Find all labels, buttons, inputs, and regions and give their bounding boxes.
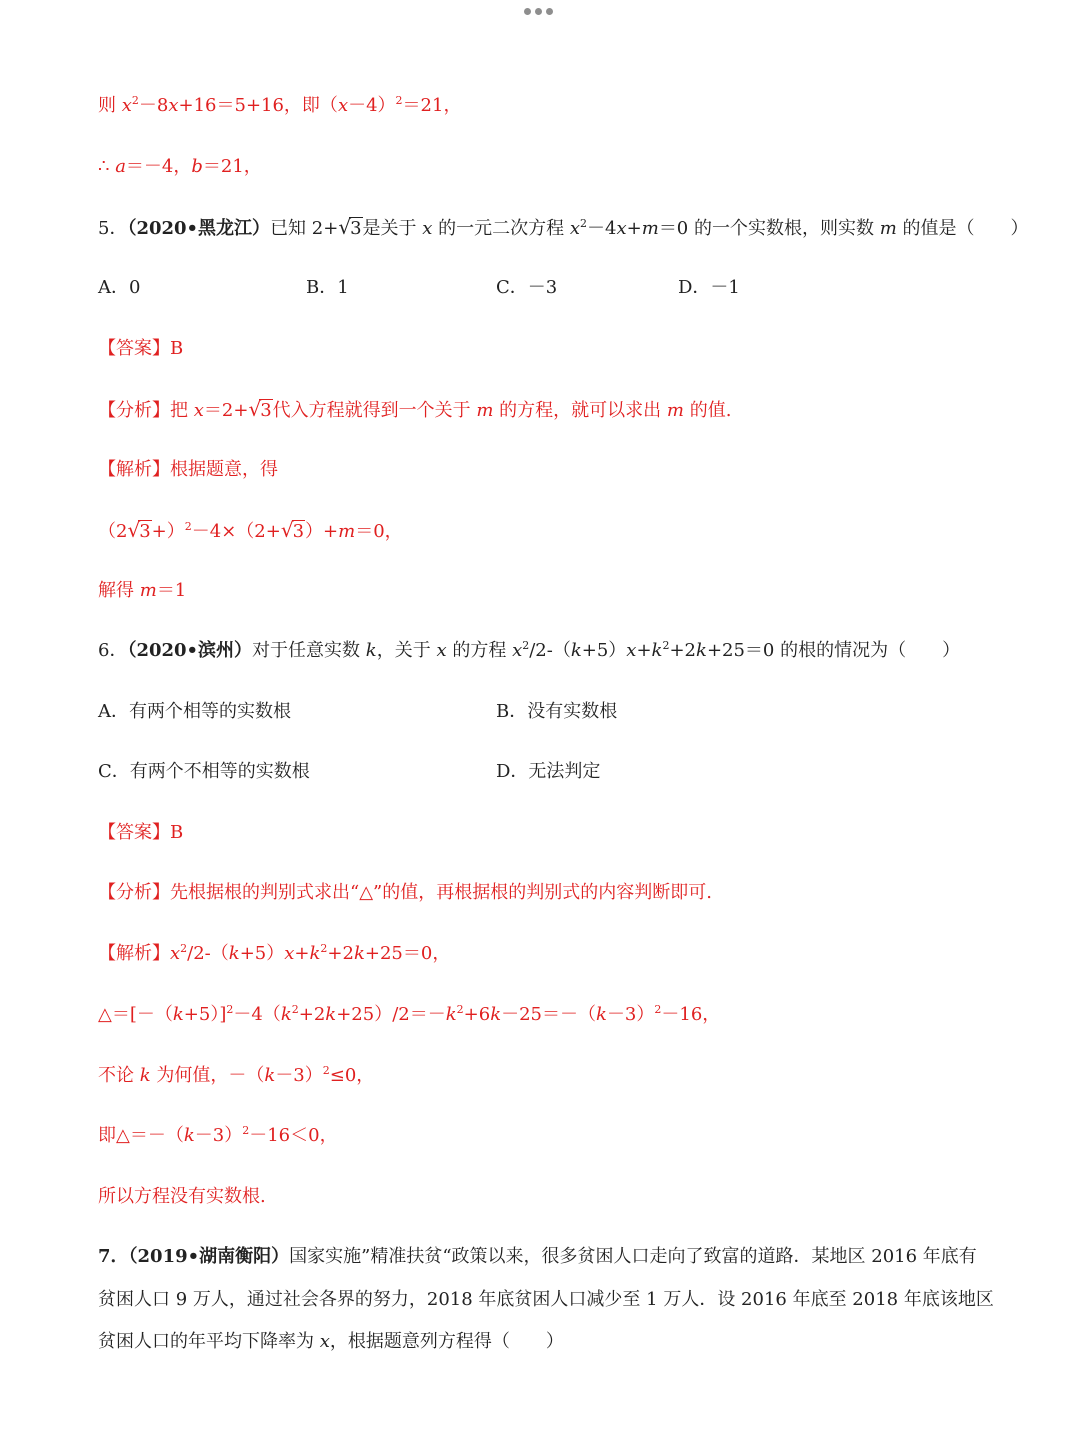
question-5-stem: 5．（2020•黑龙江）已知 2+√3是关于 x 的一元二次方程 $x^2-4x+m=0$ 的一个实数根，则实数 m 的值是（ ） bbox=[98, 215, 1029, 239]
question-5-solution-label: 【解析】根据题意，得 bbox=[98, 459, 278, 480]
dot bbox=[524, 8, 531, 15]
question-6-option-b: B．没有实数根 bbox=[496, 701, 618, 722]
question-5-option-d: D．－1 bbox=[678, 277, 740, 298]
question-6-answer: 【答案】B bbox=[98, 822, 184, 843]
question-6-stem: 6．（2020•滨州）对于任意实数 k，关于 x 的方程 $x^2/2-(k+5)x+k^2+2k+25=0$ 的根的情况为（ ） bbox=[98, 639, 961, 661]
question-6-solution: 【解析】$x^2/2-(k+5)x+k^2+2k+25=0$， bbox=[98, 942, 451, 964]
question-5-option-b: B．1 bbox=[306, 277, 349, 298]
sqrt-symbol: √3 bbox=[280, 518, 305, 542]
question-6-option-d: D．无法判定 bbox=[496, 761, 601, 782]
dot bbox=[535, 8, 542, 15]
question-7-stem-line-1: 7．（2019•湖南衡阳）国家实施”精准扶贫“政策以来，很多贫困人口走向了致富的道路．某地区 2016 年底有 bbox=[98, 1246, 977, 1267]
question-6-source: （2020•滨州） bbox=[127, 640, 253, 661]
question-5-analysis: 【分析】把 x＝2+√3代入方程就得到一个关于 m 的方程，就可以求出 m 的值. bbox=[98, 397, 732, 421]
question-5-equation: $(2√3+)^2-4\times(2+√3)+m=0$， bbox=[98, 518, 403, 542]
question-7-source: （2019•湖南衡阳） bbox=[128, 1246, 290, 1267]
question-6-inequality: 即$\triangle=-(k-3)^2-16<0$， bbox=[98, 1124, 338, 1146]
question-6-analysis: 【分析】先根据根的判别式求出“△”的值，再根据根的判别式的内容判断即可. bbox=[98, 882, 712, 903]
question-6-conclusion: 所以方程没有实数根. bbox=[98, 1186, 266, 1207]
prev-solution-line-2: ∴ a＝－4，b＝21， bbox=[98, 156, 262, 177]
question-5-source: （2020•黑龙江） bbox=[127, 218, 271, 239]
sqrt-symbol: √3 bbox=[338, 215, 362, 239]
more-dots-icon[interactable] bbox=[524, 8, 553, 15]
question-6-option-c: C．有两个不相等的实数根 bbox=[98, 761, 310, 782]
sqrt-symbol: √3 bbox=[248, 397, 272, 421]
question-6-option-a: A．有两个相等的实数根 bbox=[98, 701, 291, 722]
question-5-answer: 【答案】B bbox=[98, 338, 184, 359]
question-6-discriminant: $\triangle=[-(k+5)]^2-4(k^2+2k+25)/2=-k^2+6k-25=-(k-3)^2-16$， bbox=[98, 1003, 721, 1025]
question-6-note: 不论 k 为何值，$-(k-3)^2\le 0$， bbox=[98, 1064, 375, 1086]
sqrt-symbol: √3 bbox=[127, 518, 151, 542]
question-7-stem-line-3: 贫困人口的年平均下降率为 x，根据题意列方程得（ ） bbox=[98, 1331, 564, 1352]
question-5-result: 解得 m＝1 bbox=[98, 580, 187, 601]
question-5-option-a: A．0 bbox=[98, 277, 141, 298]
question-5-option-c: C．－3 bbox=[496, 277, 558, 298]
question-7-stem-line-2: 贫困人口 9 万人，通过社会各界的努力，2018 年底贫困人口减少至 1 万人．设 2016 年底至 2018 年底该地区 bbox=[98, 1289, 994, 1310]
prev-solution-line-1: 则 $x^2-8x+16=5+16$，即$(x-4)^2=21$， bbox=[98, 94, 462, 116]
dot bbox=[546, 8, 553, 15]
